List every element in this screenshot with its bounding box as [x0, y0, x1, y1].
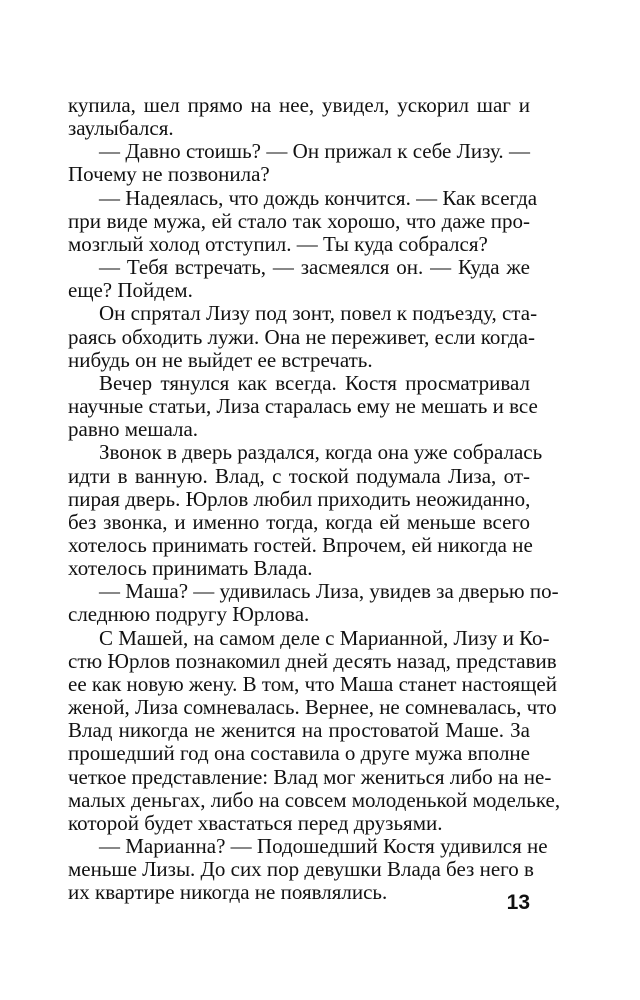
text-line: — Надеялась, что дождь кончится. — Как всегда — [99, 185, 538, 210]
text-line: Почему не позвонила? — [68, 162, 270, 187]
text-line: идти в ванную. Влад, с тоской подумала Лиза, от- — [68, 463, 530, 488]
text-line: хотелось принимать Влада. — [68, 556, 313, 581]
text-line: Звонок в дверь раздался, когда она уже собралась — [99, 440, 543, 465]
paragraph — [68, 185, 538, 256]
paragraph — [68, 625, 561, 835]
text-line: следнюю подругу Юрлова. — [68, 602, 310, 627]
paragraph — [68, 370, 538, 442]
text-line: — Марианна? — Подошедший Костя удивился не — [99, 834, 548, 858]
text-line: еще? Пойдем. — [68, 278, 193, 303]
text-line: Влад никогда не женится на простоватой Маше. За — [68, 718, 530, 743]
text-line: при виде мужа, ей стало так хорошо, что даже про- — [68, 208, 530, 233]
text-line: — Маша? — удивилась Лиза, увидев за дверью по- — [99, 579, 559, 604]
text-line: научные статьи, Лиза старалась ему не мешать и все — [68, 394, 538, 419]
body-text — [68, 93, 561, 905]
page-number: 13 — [506, 891, 530, 914]
text-line: прошедший год она составила о друге мужа вполне — [68, 741, 530, 766]
text-line: купила, шел прямо на нее, увидел, ускорил шаг и — [68, 93, 530, 117]
text-line: их квартире никогда не появлялись. — [68, 880, 388, 905]
text-line: — Тебя встречать, — засмеялся он. — Куда же — [99, 255, 530, 280]
text-line: хотелось принимать гостей. Впрочем, ей никогда не — [68, 532, 533, 557]
paragraph — [68, 440, 543, 581]
text-line: раясь обходить лужи. Она не переживет, если когда- — [68, 324, 535, 349]
text-line: ее как новую жену. В том, что Маша станет настоящей — [68, 671, 557, 696]
paragraph — [68, 301, 538, 372]
text-line: которой будет хвастаться перед друзьями. — [68, 810, 443, 835]
paragraph — [68, 579, 559, 627]
paragraph — [68, 94, 530, 140]
text-line: Вечер тянулся как всегда. Костя просматривал — [99, 370, 530, 395]
text-line: пирая дверь. Юрлов любил приходить неожиданно, — [68, 486, 531, 511]
text-line: мозглый холод отступил. — Ты куда собрался? — [68, 231, 488, 256]
text-line: меньше Лизы. До сих пор девушки Влада без него в — [68, 857, 534, 882]
text-line: четкое представление: Влад мог жениться либо на не- — [68, 764, 552, 789]
paragraph — [68, 140, 530, 186]
paragraph — [68, 834, 548, 905]
paragraph — [68, 256, 530, 302]
text-line: заулыбался. — [68, 116, 174, 141]
text-line: малых деньгах, либо на совсем молоденькой модельке, — [68, 787, 561, 812]
text-line: равно мешала. — [68, 417, 199, 442]
text-line: С Машей, на самом деле с Марианной, Лизу и Ко- — [99, 625, 550, 650]
text-line: Он спрятал Лизу под зонт, повел к подъезду, ста- — [99, 301, 538, 326]
text-line: женой, Лиза сомневалась. Вернее, не сомневалась, что — [68, 695, 557, 720]
text-line: стю Юрлов познакомил дней десять назад, представив — [68, 648, 557, 673]
text-line: — Давно стоишь? — Он прижал к себе Лизу. — — [99, 139, 530, 164]
text-line: без звонка, и именно тогда, когда ей меньше всего — [68, 509, 530, 534]
text-line: нибудь он не выйдет ее встречать. — [68, 347, 373, 372]
